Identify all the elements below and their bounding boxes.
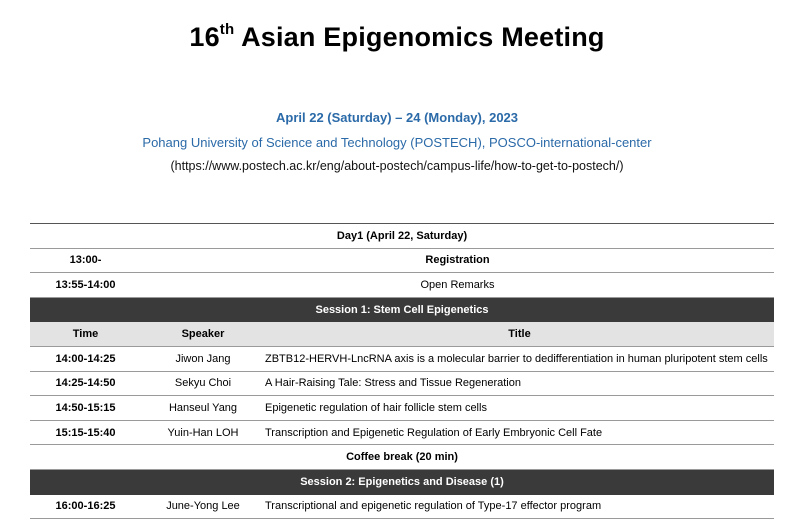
title-text: Asian Epigenomics Meeting [241, 22, 605, 52]
talk-speaker: Hanseul Yang [141, 396, 265, 421]
coffee-break-label: Coffee break (20 min) [30, 445, 774, 470]
table-row [30, 346, 774, 371]
talk-title: Transcriptional and epigenetic regulation of Type-17 effector program [265, 494, 774, 519]
session2-row [30, 469, 774, 494]
col-header-time: Time [30, 322, 141, 347]
talk-title: Transcription and Epigenetic Regulation of Early Embryonic Cell Fate [265, 420, 774, 445]
col-header-title: Title [265, 322, 774, 347]
talk-title: Epigenetic regulation of hair follicle stem cells [265, 396, 774, 421]
meeting-dates: April 22 (Saturday) – 24 (Monday), 2023 [275, 110, 519, 125]
column-header-row [30, 322, 774, 347]
coffee-break-row [30, 445, 774, 470]
col-header-speaker: Speaker [141, 322, 265, 347]
session1-title: Session 1: Stem Cell Epigenetics [30, 297, 774, 322]
table-row [30, 420, 774, 445]
session2-title: Session 2: Epigenetics and Disease (1) [30, 469, 774, 494]
talk-speaker: June-Yong Lee [141, 494, 265, 519]
session1-row [30, 297, 774, 322]
talk-speaker: Yuin-Han LOH [141, 420, 265, 445]
table-row [30, 396, 774, 421]
table-row [30, 494, 774, 519]
talk-speaker: Sekyu Choi [141, 371, 265, 396]
venue-url[interactable]: (https://www.postech.ac.kr/eng/about-postech/campus-life/how-to-get-to-postech/) [170, 159, 624, 173]
talk-speaker: Jiwon Jang [141, 346, 265, 371]
schedule-table [30, 223, 774, 519]
talk-time: 16:00-16:25 [30, 494, 141, 519]
title-ordinal-suffix: th [219, 21, 235, 38]
talk-title: A Hair-Raising Tale: Stress and Tissue Regeneration [265, 371, 774, 396]
registration-time: 13:00- [30, 248, 141, 273]
day1-row [30, 224, 774, 249]
open-remarks-label: Open Remarks [141, 273, 774, 298]
talk-time: 14:25-14:50 [30, 371, 141, 396]
title-ordinal: 16 [189, 22, 220, 52]
registration-label: Registration [141, 248, 774, 273]
talk-time: 15:15-15:40 [30, 420, 141, 445]
meeting-title [0, 22, 794, 53]
open-remarks-time: 13:55-14:00 [30, 273, 141, 298]
talk-title: ZBTB12-HERVH-LncRNA axis is a molecular barrier to dedifferentiation in human pluripotent stem cells [265, 346, 774, 371]
day1-title: Day1 (April 22, Saturday) [30, 224, 774, 249]
table-row [30, 371, 774, 396]
open-remarks-row [30, 273, 774, 298]
talk-time: 14:00-14:25 [30, 346, 141, 371]
meeting-venue: Pohang University of Science and Technology (POSTECH), POSCO-international-center [142, 135, 652, 150]
registration-row [30, 248, 774, 273]
talk-time: 14:50-15:15 [30, 396, 141, 421]
